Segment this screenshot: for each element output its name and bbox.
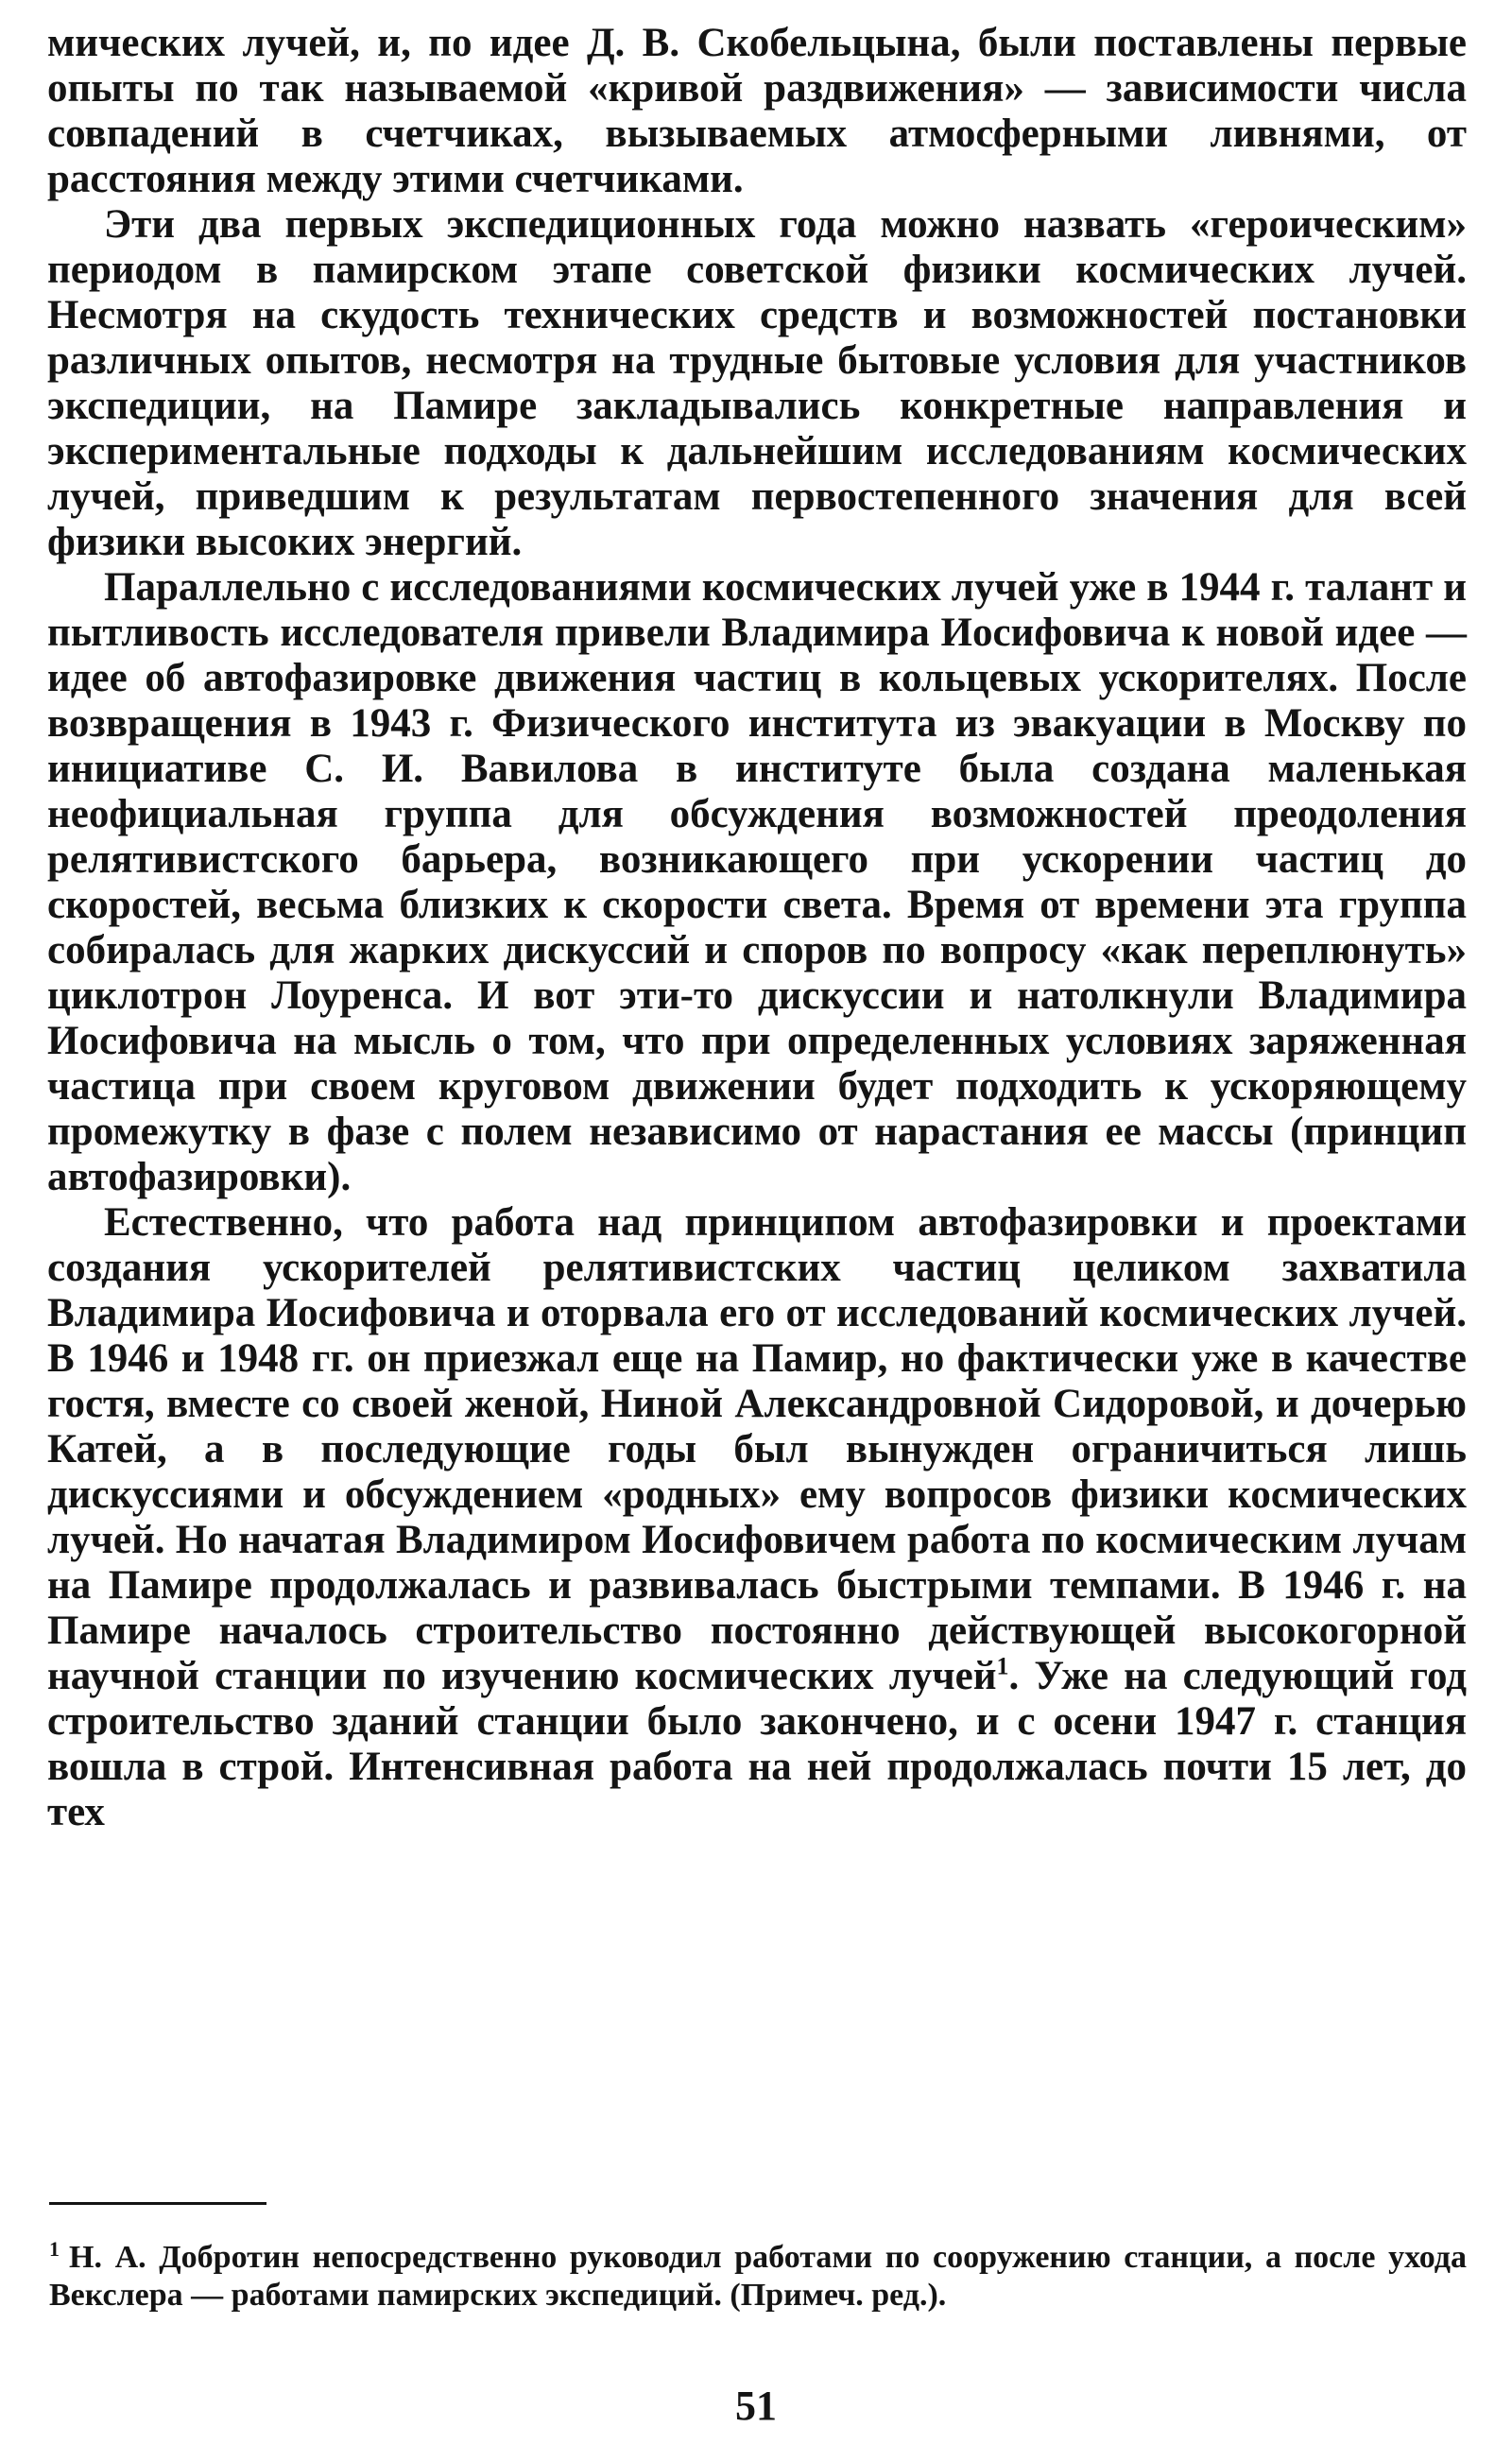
- paragraph-4: [47, 1200, 1467, 1835]
- footnote-text: Н. А. Добротин непосредственно руководил работами по сооружению станции, а после ухода Векслера — работами памирских экспедиций. (Примеч. ред.).: [49, 2240, 1467, 2313]
- paragraph-4-tail: . Уже на следующий год строительство зданий станции было закончено, и с осени 1947 г. станция вошла в строй. Интенсивная работа на ней продолжалась почти 15 лет, до тех: [47, 1654, 1468, 1834]
- paragraph-4-main: Естественно, что работа над принципом автофазировки и проектами создания ускорителей релятивистских частиц целиком захватила Владимира Иосифовича и оторвала его от исследований космических лучей. В 1946 и 1948 гг. он приезжал еще на Памир, но фактически уже в качестве гостя, вместе со своей женой, Ниной Александровной Сидоровой, и дочерью Катей, а в последующие годы был вынужден ограничиться лишь дискуссиями и обсуждением «родных» ему вопросов физики космических лучей. Но начатая Владимиром Иосифовичем работа по космическим лучам на Памире продолжалась и развивалась быстрыми темпами. В 1946 г. на Памире началось строительство постоянно действующей высокогорной научной станции по изучению космических лучей: [47, 1200, 1467, 1698]
- paragraph-3: Параллельно с исследованиями космических лучей уже в 1944 г. талант и пытливость исследователя привели Владимира Иосифовича к новой идее — идее об автофазировке движения частиц в кольцевых ускорителях. После возвращения в 1943 г. Физического института из эвакуации в Москву по инициативе С. И. Вавилова в институте была создана маленькая неофициальная группа для обсуждения возможностей преодоления релятивистского барьера, возникающего при ускорении частиц до скоростей, весьма близких к скорости света. Время от времени эта группа собиралась для жарких дискуссий и споров по вопросу «как переплюнуть» циклотрон Лоуренса. И вот эти-то дискуссии и натолкнули Владимира Иосифовича на мысль о том, что при определенных условиях заряженная частица при своем круговом движении будет подходить к ускоряющему промежутку в фазе с полем независимо от нарастания ее массы (принцип автофазировки).: [47, 565, 1467, 1199]
- page-number: 51: [735, 2383, 777, 2429]
- paragraph-2: Эти два первых экспедиционных года можно назвать «героическим» периодом в памирском этапе советской физики космических лучей. Несмотря на скудость технических средств и возможностей постановки различных опытов, несмотря на трудные бытовые условия для участников экспедиции, на Памире закладывались конкретные направления и экспериментальные подходы к дальнейшим исследованиям космических лучей, приведшим к результатам первостепенного значения для всей физики высоких энергий.: [47, 202, 1467, 564]
- document-page: [47, 21, 1467, 1835]
- paragraph-1: мических лучей, и, по идее Д. В. Скобельцына, были поставлены первые опыты по так называемой «кривой раздвижения» — зависимости числа совпадений в счетчиках, вызываемых атмосферными ливнями, от расстояния между этими счетчиками.: [47, 21, 1467, 201]
- footnote: [49, 2236, 1467, 2315]
- footnote-divider: [49, 2202, 266, 2205]
- footnote-marker: 1: [49, 2236, 60, 2261]
- footnote-reference: 1: [996, 1652, 1009, 1680]
